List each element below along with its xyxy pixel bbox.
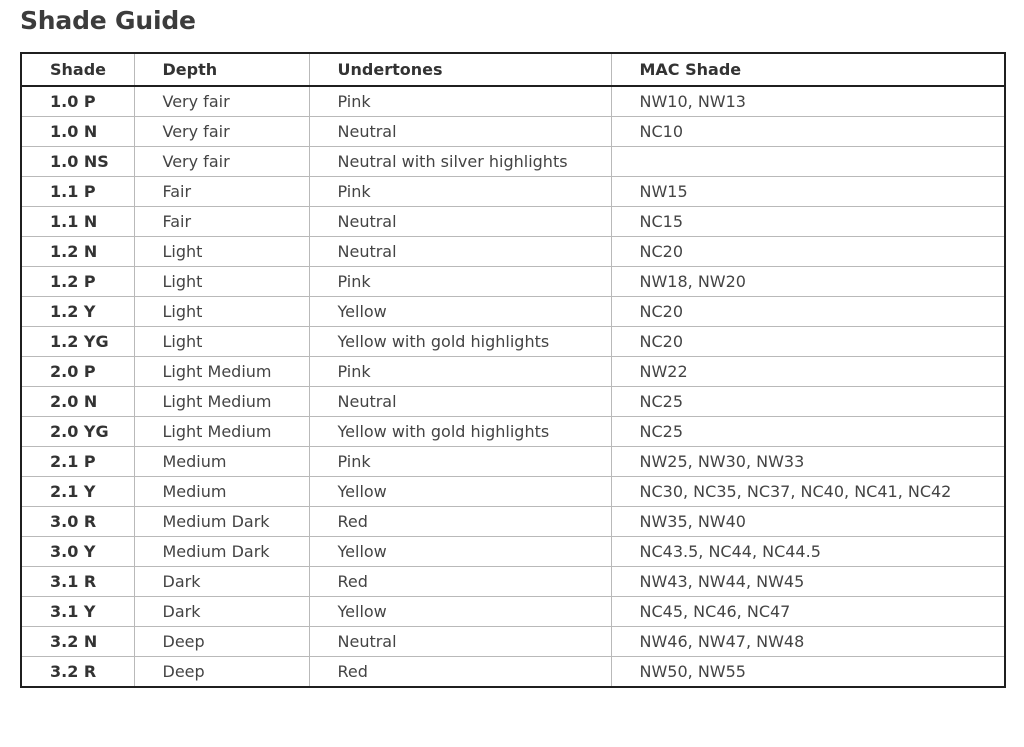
cell-mac-shade: NC15 [611, 207, 1005, 237]
cell-depth: Light Medium [134, 387, 309, 417]
cell-undertones: Neutral [309, 237, 611, 267]
cell-depth: Very fair [134, 86, 309, 117]
cell-mac-shade: NC25 [611, 387, 1005, 417]
cell-undertones: Neutral [309, 387, 611, 417]
cell-shade: 3.2 N [21, 627, 134, 657]
cell-depth: Light [134, 297, 309, 327]
cell-mac-shade: NC30, NC35, NC37, NC40, NC41, NC42 [611, 477, 1005, 507]
cell-shade: 1.2 N [21, 237, 134, 267]
cell-undertones: Neutral [309, 117, 611, 147]
cell-shade: 3.0 Y [21, 537, 134, 567]
cell-shade: 1.2 YG [21, 327, 134, 357]
cell-mac-shade: NW22 [611, 357, 1005, 387]
table-row [21, 417, 1005, 447]
cell-shade: 3.2 R [21, 657, 134, 688]
cell-undertones: Neutral [309, 207, 611, 237]
cell-shade: 3.0 R [21, 507, 134, 537]
cell-shade: 2.0 YG [21, 417, 134, 447]
cell-undertones: Yellow [309, 297, 611, 327]
cell-mac-shade: NW46, NW47, NW48 [611, 627, 1005, 657]
cell-mac-shade: NC45, NC46, NC47 [611, 597, 1005, 627]
cell-shade: 1.2 Y [21, 297, 134, 327]
cell-shade: 2.0 N [21, 387, 134, 417]
cell-mac-shade: NW18, NW20 [611, 267, 1005, 297]
table-row [21, 267, 1005, 297]
cell-depth: Light [134, 267, 309, 297]
cell-shade: 1.1 N [21, 207, 134, 237]
cell-undertones: Pink [309, 86, 611, 117]
cell-depth: Fair [134, 207, 309, 237]
table-row [21, 507, 1005, 537]
cell-depth: Light [134, 237, 309, 267]
header-row [21, 53, 1005, 86]
cell-depth: Medium [134, 447, 309, 477]
table-row [21, 147, 1005, 177]
shade-guide-table [20, 52, 1006, 688]
cell-undertones: Pink [309, 357, 611, 387]
cell-undertones: Neutral with silver highlights [309, 147, 611, 177]
table-row [21, 477, 1005, 507]
page-title: Shade Guide [20, 6, 196, 35]
cell-depth: Deep [134, 657, 309, 688]
header-depth: Depth [134, 53, 309, 86]
table-body [21, 86, 1005, 687]
cell-mac-shade: NW25, NW30, NW33 [611, 447, 1005, 477]
cell-undertones: Yellow [309, 477, 611, 507]
cell-mac-shade: NC20 [611, 327, 1005, 357]
cell-undertones: Neutral [309, 627, 611, 657]
table-row [21, 86, 1005, 117]
table-row [21, 597, 1005, 627]
cell-shade: 1.0 P [21, 86, 134, 117]
header-shade: Shade [21, 53, 134, 86]
table-row [21, 117, 1005, 147]
cell-mac-shade: NW50, NW55 [611, 657, 1005, 688]
table-row [21, 657, 1005, 688]
cell-undertones: Pink [309, 177, 611, 207]
cell-undertones: Yellow with gold highlights [309, 327, 611, 357]
cell-depth: Deep [134, 627, 309, 657]
cell-mac-shade: NC25 [611, 417, 1005, 447]
cell-mac-shade: NC20 [611, 297, 1005, 327]
cell-undertones: Red [309, 657, 611, 688]
cell-depth: Dark [134, 597, 309, 627]
cell-undertones: Pink [309, 267, 611, 297]
table-header [21, 53, 1005, 86]
cell-mac-shade: NC20 [611, 237, 1005, 267]
cell-depth: Medium [134, 477, 309, 507]
cell-undertones: Pink [309, 447, 611, 477]
cell-mac-shade: NW43, NW44, NW45 [611, 567, 1005, 597]
cell-depth: Fair [134, 177, 309, 207]
cell-depth: Light [134, 327, 309, 357]
table-row [21, 627, 1005, 657]
cell-mac-shade: NW10, NW13 [611, 86, 1005, 117]
cell-undertones: Red [309, 567, 611, 597]
cell-shade: 1.1 P [21, 177, 134, 207]
cell-undertones: Yellow [309, 597, 611, 627]
cell-mac-shade: NW15 [611, 177, 1005, 207]
cell-mac-shade: NC10 [611, 117, 1005, 147]
cell-depth: Dark [134, 567, 309, 597]
cell-depth: Very fair [134, 147, 309, 177]
table-row [21, 237, 1005, 267]
cell-shade: 2.1 Y [21, 477, 134, 507]
cell-shade: 2.1 P [21, 447, 134, 477]
table-row [21, 207, 1005, 237]
table-row [21, 567, 1005, 597]
table-row [21, 177, 1005, 207]
table-row [21, 537, 1005, 567]
cell-undertones: Yellow [309, 537, 611, 567]
table-row [21, 387, 1005, 417]
table-row [21, 447, 1005, 477]
header-mac-shade: MAC Shade [611, 53, 1005, 86]
table-row [21, 357, 1005, 387]
cell-depth: Light Medium [134, 357, 309, 387]
cell-depth: Light Medium [134, 417, 309, 447]
cell-shade: 3.1 Y [21, 597, 134, 627]
cell-shade: 2.0 P [21, 357, 134, 387]
cell-undertones: Yellow with gold highlights [309, 417, 611, 447]
cell-shade: 1.0 N [21, 117, 134, 147]
table-row [21, 297, 1005, 327]
cell-shade: 3.1 R [21, 567, 134, 597]
table-row [21, 327, 1005, 357]
cell-depth: Very fair [134, 117, 309, 147]
cell-mac-shade: NC43.5, NC44, NC44.5 [611, 537, 1005, 567]
cell-mac-shade [611, 147, 1005, 177]
header-undertones: Undertones [309, 53, 611, 86]
cell-depth: Medium Dark [134, 507, 309, 537]
cell-shade: 1.0 NS [21, 147, 134, 177]
cell-depth: Medium Dark [134, 537, 309, 567]
cell-undertones: Red [309, 507, 611, 537]
cell-mac-shade: NW35, NW40 [611, 507, 1005, 537]
cell-shade: 1.2 P [21, 267, 134, 297]
